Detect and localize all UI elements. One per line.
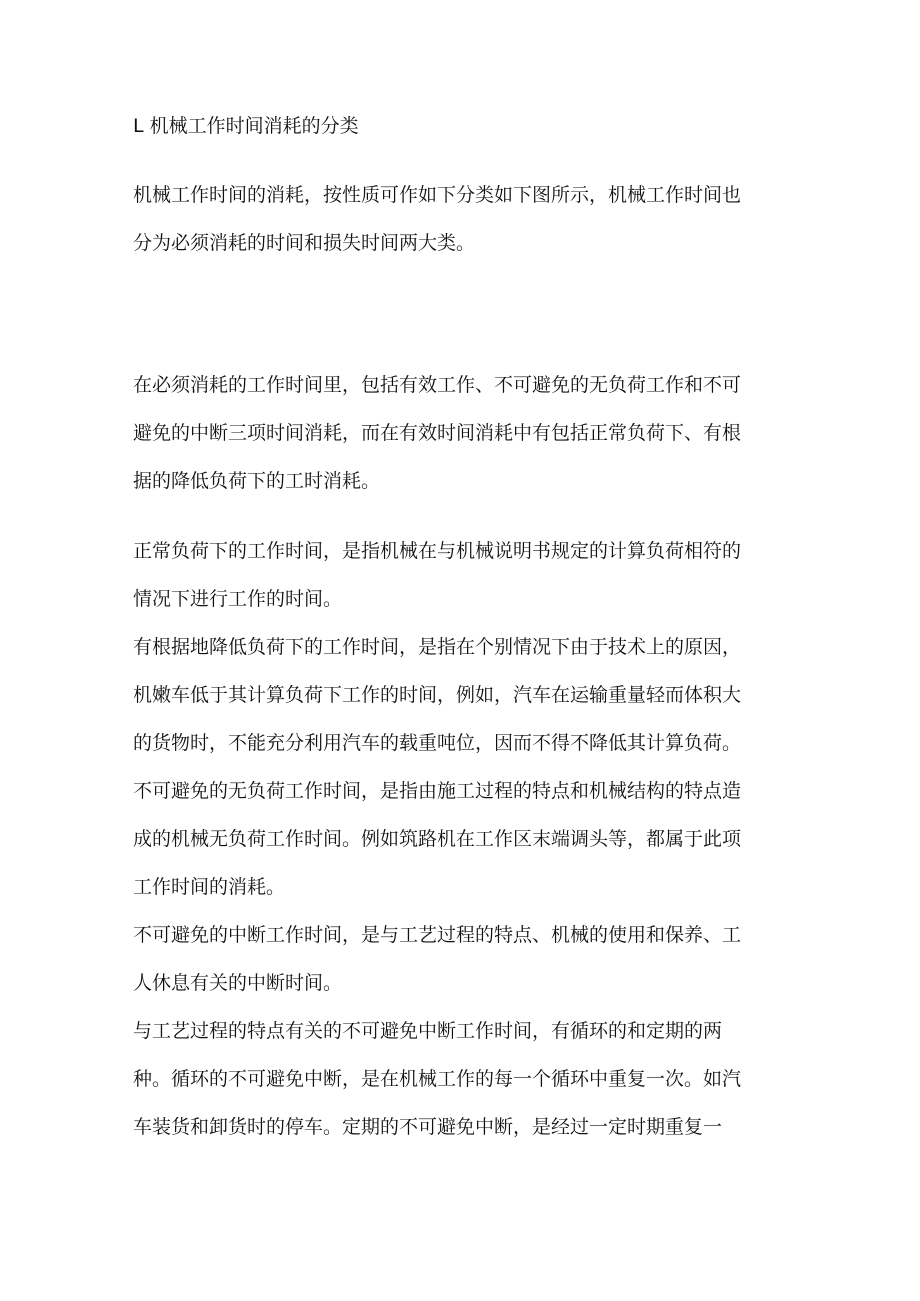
- text-line: 不可避免的无负荷工作时间，是指由施工过程的特点和机械结构的特点造: [133, 780, 742, 802]
- text-line: 成的机械无负荷工作时间。例如筑路机在工作区末端调头等，都属于此项: [133, 828, 742, 850]
- text-line: 情况下进行工作的时间。: [133, 588, 343, 610]
- paragraph-2: [133, 361, 793, 505]
- text-line: 机械工作时间的消耗，按性质可作如下分类如下图所示，机械工作时间也: [133, 184, 742, 206]
- text-line: 人休息有关的中断时间。: [133, 972, 343, 994]
- text-line: 车装货和卸货时的停车。定期的不可避免中断，是经过一定时期重复一: [133, 1116, 723, 1138]
- text-line: 在必须消耗的工作时间里，包括有效工作、不可避免的无负荷工作和不可: [133, 374, 742, 396]
- text-line: 分为必须消耗的时间和损失时间两大类。: [133, 232, 476, 254]
- text-line: 机嫩车低于其计算负荷下工作的时间，例如，汽车在运输重量轻而体积大: [133, 684, 742, 706]
- section-heading: L 机械工作时间消耗的分类: [133, 115, 359, 137]
- text-line: 据的降低负荷下的工时消耗。: [133, 470, 381, 492]
- text-line: 避免的中断三项时间消耗，而在有效时间消耗中有包括正常负荷下、有根: [133, 422, 742, 444]
- text-line: 与工艺过程的特点有关的不可避免中断工作时间，有循环的和定期的两: [133, 1020, 723, 1042]
- text-line: 种。循环的不可避免中断，是在机械工作的每一个循环中重复一次。如汽: [133, 1068, 742, 1090]
- paragraph-3: [133, 527, 793, 1151]
- text-line: 正常负荷下的工作时间，是指机械在与机械说明书规定的计算负荷相符的: [133, 540, 742, 562]
- text-line: 的货物时，不能充分利用汽车的载重吨位，因而不得不降低其计算负荷。: [133, 732, 742, 754]
- text-line: 有根据地降低负荷下的工作时间，是指在个别情况下由于技术上的原因，: [133, 636, 742, 658]
- text-line: 工作时间的消耗。: [133, 876, 286, 898]
- paragraph-1: [133, 171, 793, 267]
- text-line: 不可避免的中断工作时间，是与工艺过程的特点、机械的使用和保养、工: [133, 924, 742, 946]
